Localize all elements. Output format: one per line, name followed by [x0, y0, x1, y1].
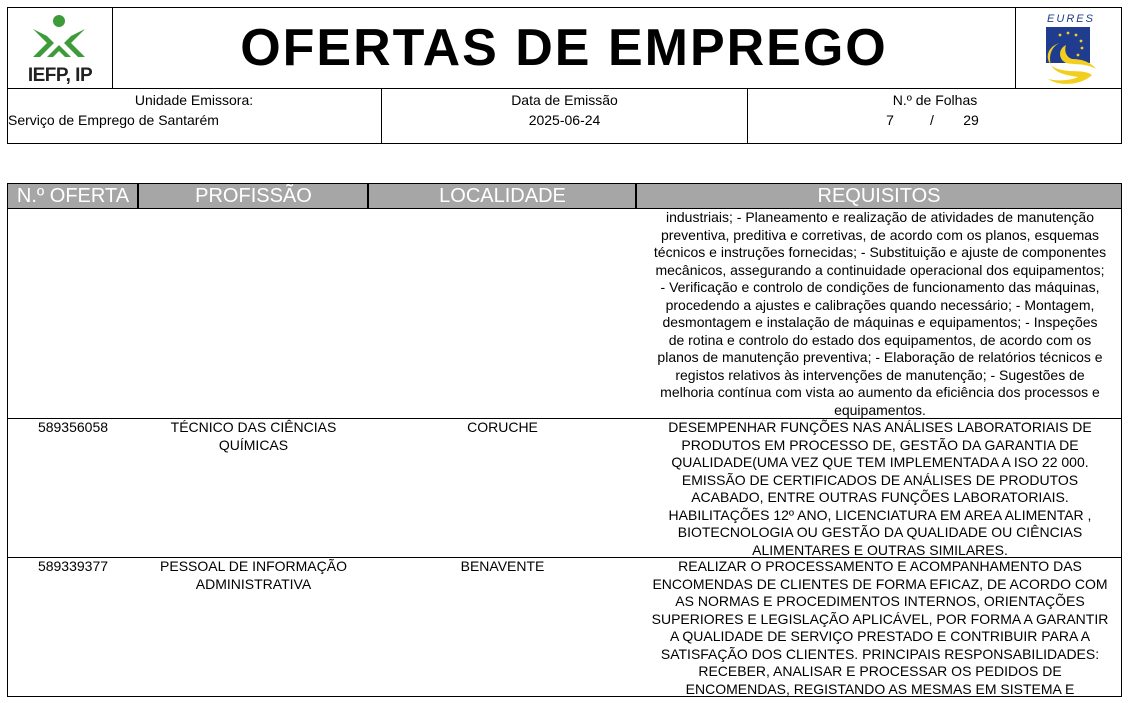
offer-number: 589339377: [37, 558, 109, 574]
requirements-line: REALIZAR O PROCESSAMENTO E ACOMPANHAMENTO DAS: [678, 558, 1082, 574]
requirements-line: técnicos e instruções fornecidas; - Substituição e ajuste de componentes: [653, 244, 1107, 260]
sheet-count-label: N.º de Folhas: [892, 92, 978, 108]
requirements-line: AS NORMAS E PROCEDIMENTOS INTERNOS, ORIENTAÇÕES: [675, 593, 1085, 609]
requirements-line: DESEMPENHAR FUNÇÕES NAS ANÁLISES LABORATORIAIS DE: [668, 419, 1092, 435]
requirements-line: industriais; - Planeamento e realização de atividades de manutenção: [665, 209, 1095, 225]
requirements-line: de rotina e controlo do estado dos equipamentos, de acordo com os: [668, 331, 1092, 348]
issuing-unit-label: Unidade Emissora:: [134, 92, 254, 108]
iefp-logo-text: IEFP, IP: [27, 65, 93, 86]
profession-line: PESSOAL DE INFORMAÇÃO: [160, 558, 347, 574]
iefp-logo: [7, 7, 113, 89]
requirements: [638, 558, 1122, 698]
requirements-line: SATISFAÇÃO DOS CLIENTES. PRINCIPAIS RESPONSABILIDADES:: [660, 645, 1100, 662]
requirements-line: RECEBER, ANALISAR E PROCESSAR OS PEDIDOS DE: [698, 663, 1062, 679]
issuing-unit-value: Serviço de Emprego de Santarém: [8, 112, 219, 128]
location: BENAVENTE: [460, 558, 545, 574]
offer-number: 589356058: [37, 419, 109, 435]
requirements-line: procedendo a ajustes e calibrações quando necessário; - Montagem,: [665, 296, 1095, 313]
profession: [139, 419, 368, 454]
requirements-line: melhoria contínua com vista ao aumento da eficiência dos processos e: [660, 384, 1100, 400]
requirements-line: desmontagem e instalação de máquinas e equipamentos; - Inspeções: [662, 314, 1098, 330]
issue-date-value: 2025-06-24: [528, 112, 601, 128]
requirements-line: ENCOMENDAS DE CLIENTES DE FORMA EFICAZ, DE ACORDO COM: [652, 575, 1108, 592]
eures-emblem-icon: [1036, 25, 1106, 87]
requirements: [638, 419, 1122, 559]
location: CORUCHE: [467, 419, 538, 435]
sheet-separator: /: [930, 112, 934, 128]
profession: [139, 558, 368, 593]
requirements-line: BIOTECNOLOGIA OU GESTÃO DA QUALIDADE OU CIÊNCIAS: [677, 524, 1083, 540]
requirements-line: A QUALIDADE DE SERVIÇO PRESTADO E CONTRIBUIR PARA A: [669, 628, 1091, 644]
requirements-line: HABILITAÇÕES 12º ANO, LICENCIATURA EM AREA ALIMENTAR ,: [668, 506, 1092, 523]
column-header-location: LOCALIDADE: [439, 184, 566, 207]
table-row: [638, 209, 1122, 419]
column-header-requirements: REQUISITOS: [817, 184, 941, 207]
requirements-line: SUPERIORES E LEGISLAÇÃO APLICÁVEL, POR FORMA A GARANTIR: [651, 610, 1109, 627]
eures-logo-text: EURES: [1047, 13, 1095, 25]
profession-line: TÉCNICO DAS CIÊNCIAS: [170, 419, 337, 435]
requirements-line: mecânicos, assegurando a continuidade operacional dos equipamentos;: [655, 261, 1105, 278]
page-title: OFERTAS DE EMPREGO: [240, 19, 888, 77]
requirements-line: - Verificação e controlo de condições de funcionamento das máquinas,: [660, 279, 1100, 295]
requirements-line: ACABADO, ENTRE OUTRAS FUNÇÕES LABORATORIAIS.: [691, 489, 1069, 505]
profession-line: QUÍMICAS: [218, 436, 289, 453]
requirements-line: ALIMENTARES E OUTRAS SIMILARES.: [752, 541, 1008, 558]
profession-line: ADMINISTRATIVA: [195, 575, 312, 592]
requirements-line: EMISSÃO DE CERTIFICADOS DE ANÁLISES DE PRODUTOS: [681, 471, 1079, 488]
requirements-line: PRODUTOS EM PROCESSO DE, GESTÃO DA GARANTIA DE: [681, 436, 1079, 453]
requirements-line: QUALIDADE(UMA VEZ QUE TEM IMPLEMENTADA A ISO 22 000.: [671, 454, 1089, 470]
sheet-current: 7: [886, 112, 894, 128]
requirements-line: preventiva, preditiva e corretivas, de acordo com os planos, esquemas: [660, 226, 1100, 243]
sheet-total: 29: [963, 112, 979, 128]
column-header-offer: N.º OFERTA: [16, 184, 130, 207]
requirements-line: equipamentos.: [834, 401, 926, 418]
requirements-line: planos de manutenção preventiva; - Elaboração de relatórios técnicos e: [657, 349, 1103, 365]
issue-date-label: Data de Emissão: [511, 92, 618, 108]
requirements-line: ENCOMENDAS, REGISTANDO AS MESMAS EM SISTEMA E: [685, 680, 1075, 697]
eures-logo: [1015, 7, 1122, 89]
column-header-profession: PROFISSÃO: [195, 184, 312, 207]
requirements-line: registos relativos às intervenções de manutenção; - Sugestões de: [675, 366, 1085, 383]
